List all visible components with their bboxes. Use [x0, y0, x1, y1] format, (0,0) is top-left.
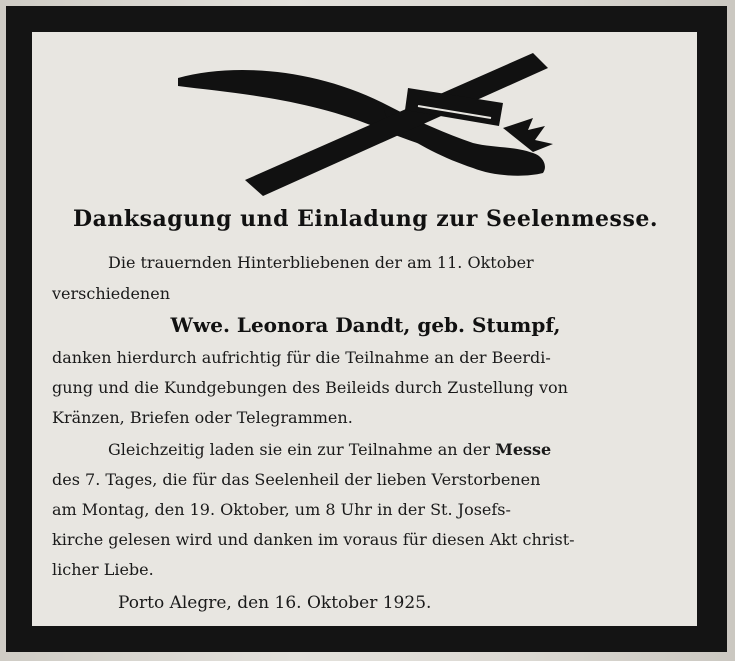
text-line: danken hierdurch aufrichtig für die Teilnahme an der Beerdi-	[52, 348, 551, 367]
text-line: gung und die Kundgebungen des Beileids durch Zustellung von	[52, 378, 568, 397]
obituary-notice	[38, 38, 693, 620]
place-date: Porto Alegre, den 16. Oktober 1925.	[118, 593, 432, 613]
text-line: Die trauernden Hinterbliebenen der am 11. Oktober	[108, 253, 534, 272]
text-line	[108, 440, 551, 459]
mass-word: Messe	[495, 440, 552, 459]
text-line: Kränzen, Briefen oder Telegrammen.	[52, 408, 353, 427]
deceased-name: Wwe. Leonora Dandt, geb. Stumpf,	[170, 313, 561, 337]
text-line: verschiedenen	[52, 284, 171, 303]
cross-wreath-icon	[173, 48, 558, 198]
notice-title: Danksagung und Einladung zur Seelenmesse.	[73, 206, 658, 232]
text-line: am Montag, den 19. Oktober, um 8 Uhr in der St. Josefs-	[52, 500, 511, 519]
text-line: des 7. Tages, die für das Seelenheil der lieben Verstorbenen	[52, 470, 541, 489]
text-line: kirche gelesen wird und danken im voraus für diesen Akt christ-	[52, 530, 575, 549]
text-line: licher Liebe.	[52, 560, 154, 579]
text-segment: Gleichzeitig laden sie ein zur Teilnahme an der	[108, 440, 496, 459]
